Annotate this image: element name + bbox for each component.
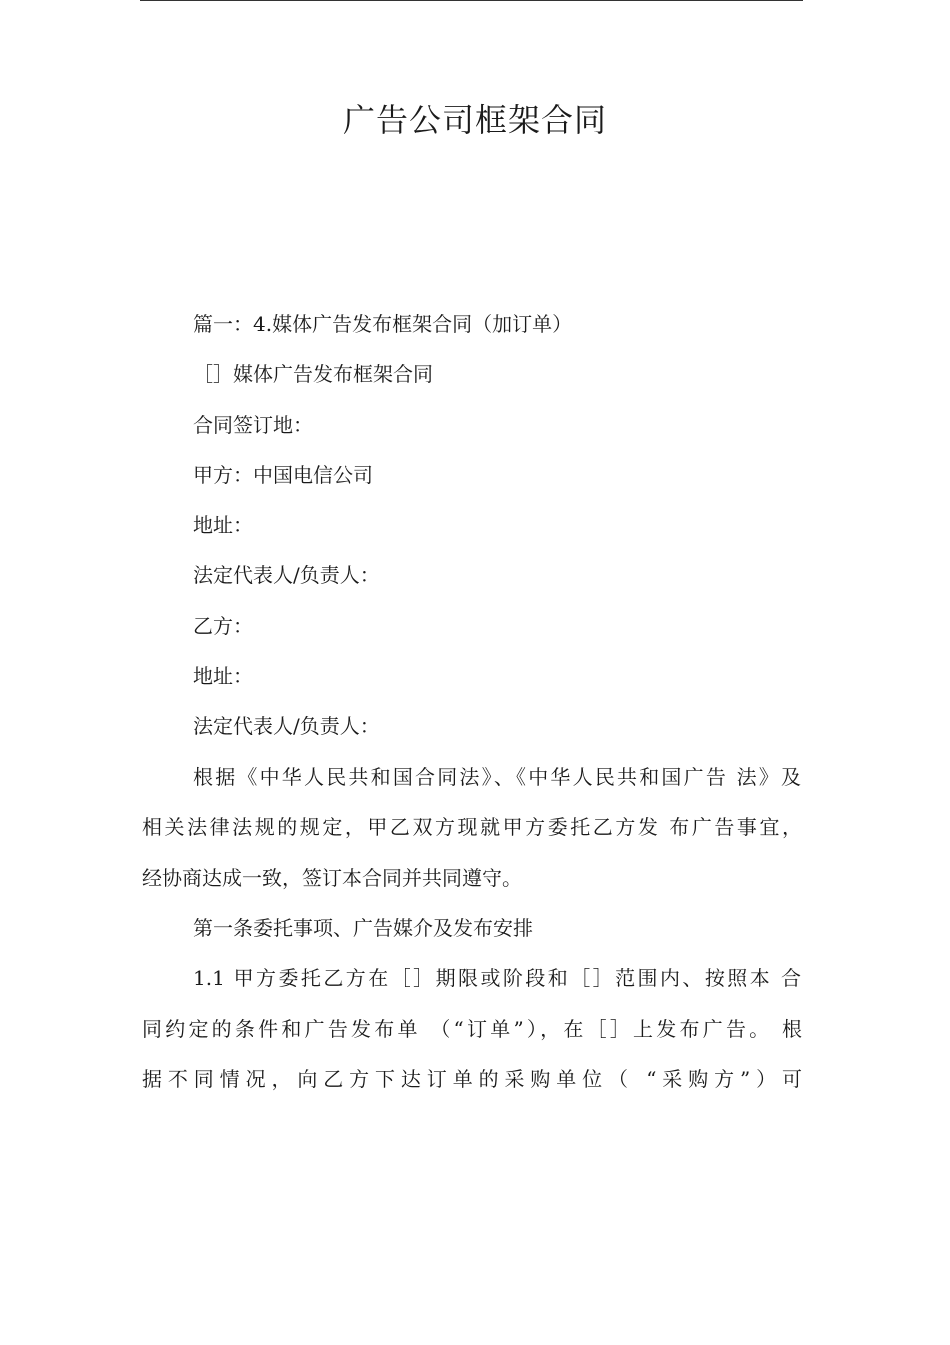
party-a-address-field: 地址： [193, 513, 253, 537]
party-b-field: 乙方： [193, 614, 253, 638]
contract-subtitle: ［］媒体广告发布框架合同 [193, 362, 433, 386]
party-b-address-field: 地址： [193, 664, 253, 688]
clause-1-1-line: 同约定的条件和广告发布单 （“订单”），在［］上发布广告。 根 [142, 1017, 802, 1041]
preamble-line: 相关法律法规的规定，甲乙双方现就甲方委托乙方发 布广告事宜， [142, 815, 802, 839]
signing-place-field: 合同签订地： [193, 413, 313, 437]
document-title: 广告公司框架合同 [342, 101, 607, 139]
party-a-rep-field: 法定代表人/负责人： [193, 563, 380, 587]
preamble-line: 经协商达成一致，签订本合同并共同遵守。 [142, 866, 522, 890]
clause-1-1-line: 据不同情况，向乙方下达订单的采购单位（ “采购方”）可 [142, 1067, 802, 1091]
article-1-title: 第一条委托事项、广告媒介及发布安排 [193, 916, 533, 940]
top-rule [140, 0, 803, 1]
party-b-rep-field: 法定代表人/负责人： [193, 714, 380, 738]
document-heading: 篇一：4.媒体广告发布框架合同（加订单） [193, 312, 573, 336]
clause-1-1-line: 1.1 甲方委托乙方在［］期限或阶段和［］范围内、按照本 合 [193, 966, 801, 990]
preamble-line: 根据《中华人民共和国合同法》、《中华人民共和国广告 法》及 [193, 765, 801, 789]
party-a-field: 甲方：中国电信公司 [193, 463, 373, 487]
